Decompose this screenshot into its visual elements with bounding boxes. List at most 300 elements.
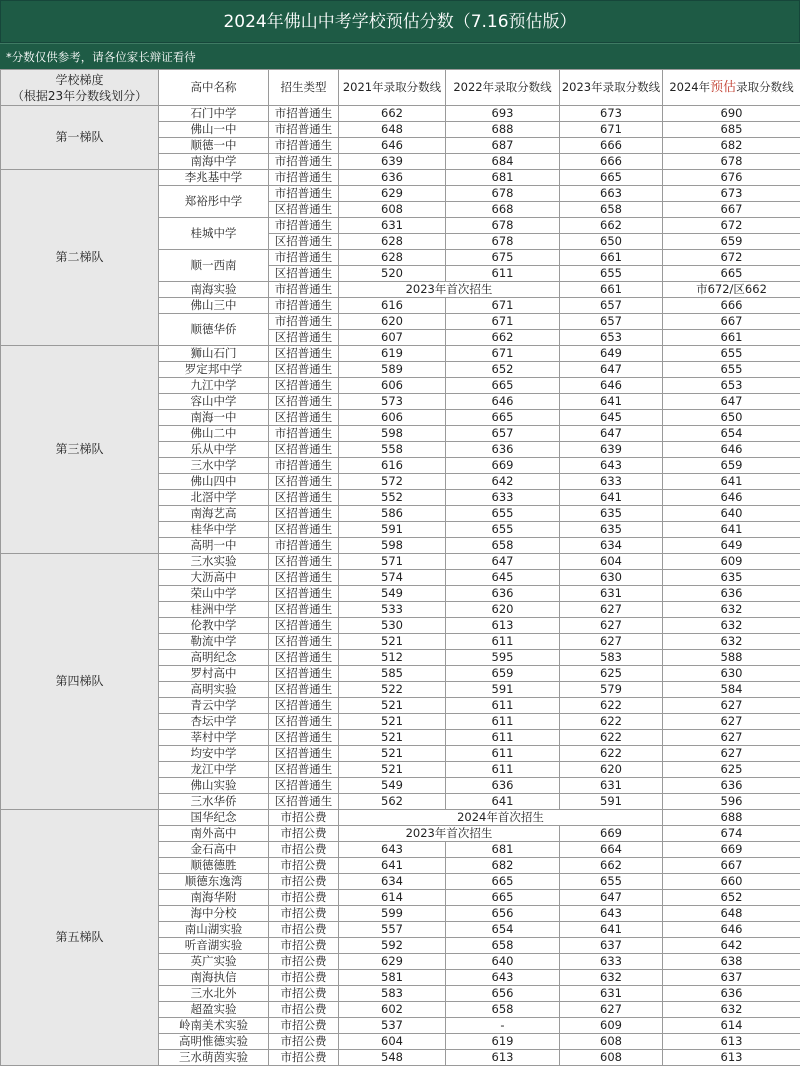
- score-2022-cell: 611: [446, 634, 560, 650]
- score-2022-cell: 665: [446, 410, 560, 426]
- score-2021-cell: 581: [339, 970, 446, 986]
- tier-cell: 第二梯队: [1, 170, 159, 346]
- score-2022-cell: 620: [446, 602, 560, 618]
- score-2024-cell: 667: [663, 314, 800, 330]
- type-cell: 市招普通生: [269, 250, 339, 266]
- school-name-cell: 三水北外: [159, 986, 269, 1002]
- type-cell: 市招公费: [269, 922, 339, 938]
- header-school: 高中名称: [159, 70, 269, 106]
- tier-cell: 第一梯队: [1, 106, 159, 170]
- school-name-cell: 顺德一中: [159, 138, 269, 154]
- score-2023-cell: 632: [560, 970, 663, 986]
- school-name-cell: 佛山一中: [159, 122, 269, 138]
- school-name-cell: 高明一中: [159, 538, 269, 554]
- type-cell: 市招公费: [269, 986, 339, 1002]
- score-2022-cell: 669: [446, 458, 560, 474]
- score-2021-cell: 614: [339, 890, 446, 906]
- school-name-cell: 顺德华侨: [159, 314, 269, 346]
- score-2024-cell: 632: [663, 1002, 800, 1018]
- school-name-cell: 三水中学: [159, 458, 269, 474]
- score-2023-cell: 661: [560, 282, 663, 298]
- school-name-cell: 均安中学: [159, 746, 269, 762]
- score-2021-cell: 512: [339, 650, 446, 666]
- score-2021-cell: 562: [339, 794, 446, 810]
- score-2023-cell: 665: [560, 170, 663, 186]
- score-2023-cell: 634: [560, 538, 663, 554]
- score-2022-cell: 671: [446, 298, 560, 314]
- score-2024-cell: 市672/区662: [663, 282, 800, 298]
- score-2021-cell: 589: [339, 362, 446, 378]
- header-tier-line1: 学校梯度: [55, 72, 104, 87]
- score-2023-cell: 579: [560, 682, 663, 698]
- tier-cell: 第五梯队: [1, 810, 159, 1066]
- score-2022-cell: 643: [446, 970, 560, 986]
- page-title: 2024年佛山中考学校预估分数（7.16预估版）: [0, 0, 800, 43]
- type-cell: 区招普通生: [269, 266, 339, 282]
- score-2024-cell: 672: [663, 250, 800, 266]
- type-cell: 区招普通生: [269, 762, 339, 778]
- header-2024: [663, 70, 800, 106]
- score-2023-cell: 650: [560, 234, 663, 250]
- score-2023-cell: 662: [560, 218, 663, 234]
- score-2024-cell: 659: [663, 458, 800, 474]
- type-cell: 市招公费: [269, 826, 339, 842]
- score-2021-cell: 521: [339, 634, 446, 650]
- score-2024-cell: 674: [663, 826, 800, 842]
- score-2023-cell: 641: [560, 922, 663, 938]
- score-2023-cell: 631: [560, 986, 663, 1002]
- score-2021-cell: 521: [339, 746, 446, 762]
- type-cell: 区招普通生: [269, 618, 339, 634]
- school-name-cell: 海中分校: [159, 906, 269, 922]
- score-2023-cell: 641: [560, 490, 663, 506]
- type-cell: 区招普通生: [269, 378, 339, 394]
- score-2023-cell: 591: [560, 794, 663, 810]
- table-row: [1, 106, 800, 122]
- score-2023-cell: 645: [560, 410, 663, 426]
- score-2023-cell: 630: [560, 570, 663, 586]
- score-2024-cell: 646: [663, 490, 800, 506]
- score-2023-cell: 666: [560, 138, 663, 154]
- school-name-cell: 青云中学: [159, 698, 269, 714]
- score-2024-cell: 625: [663, 762, 800, 778]
- score-2024-cell: 654: [663, 426, 800, 442]
- school-name-cell: 南海华附: [159, 890, 269, 906]
- score-2023-cell: 643: [560, 458, 663, 474]
- score-2024-cell: 630: [663, 666, 800, 682]
- score-2024-cell: 676: [663, 170, 800, 186]
- school-name-cell: 高明惟德实验: [159, 1034, 269, 1050]
- type-cell: 市招普通生: [269, 170, 339, 186]
- type-cell: 区招普通生: [269, 730, 339, 746]
- score-2024-cell: 638: [663, 954, 800, 970]
- header-2021: 2021年录取分数线: [339, 70, 446, 106]
- score-2023-cell: 664: [560, 842, 663, 858]
- score-2022-cell: 658: [446, 1002, 560, 1018]
- school-name-cell: 三水实验: [159, 554, 269, 570]
- score-2024-cell: 665: [663, 266, 800, 282]
- type-cell: 区招普通生: [269, 442, 339, 458]
- type-cell: 区招普通生: [269, 778, 339, 794]
- school-name-cell: 荣山中学: [159, 586, 269, 602]
- score-2022-cell: 656: [446, 906, 560, 922]
- score-2023-cell: 633: [560, 954, 663, 970]
- type-cell: 区招普通生: [269, 698, 339, 714]
- score-2024-cell: 642: [663, 938, 800, 954]
- score-2021-cell: 629: [339, 186, 446, 202]
- type-cell: 区招普通生: [269, 202, 339, 218]
- score-2024-cell: 584: [663, 682, 800, 698]
- score-2021-cell: 558: [339, 442, 446, 458]
- type-cell: 区招普通生: [269, 666, 339, 682]
- score-2023-cell: 671: [560, 122, 663, 138]
- school-name-cell: 北滘中学: [159, 490, 269, 506]
- score-2024-cell: 688: [663, 810, 800, 826]
- score-2024-cell: 661: [663, 330, 800, 346]
- score-2022-cell: 657: [446, 426, 560, 442]
- header-tier: [1, 70, 159, 106]
- score-2021-cell: 592: [339, 938, 446, 954]
- school-name-cell: 三水华侨: [159, 794, 269, 810]
- header-2023: 2023年录取分数线: [560, 70, 663, 106]
- score-2021-cell: 662: [339, 106, 446, 122]
- header-type: 招生类型: [269, 70, 339, 106]
- score-2024-cell: 685: [663, 122, 800, 138]
- header-2024-prefix: 2024年: [669, 80, 711, 94]
- type-cell: 区招普通生: [269, 474, 339, 490]
- type-cell: 市招普通生: [269, 106, 339, 122]
- score-2022-cell: 595: [446, 650, 560, 666]
- score-2021-cell: 574: [339, 570, 446, 586]
- tier-cell: 第四梯队: [1, 554, 159, 810]
- score-2021-cell: 530: [339, 618, 446, 634]
- score-2024-cell: 641: [663, 474, 800, 490]
- type-cell: 市招普通生: [269, 122, 339, 138]
- score-2024-cell: 635: [663, 570, 800, 586]
- score-2022-cell: 687: [446, 138, 560, 154]
- table-body: [1, 106, 800, 1066]
- score-2021-cell: 608: [339, 202, 446, 218]
- score-2021-cell: 521: [339, 730, 446, 746]
- score-2022-cell: 654: [446, 922, 560, 938]
- score-2021-cell: 639: [339, 154, 446, 170]
- score-2021-cell: 616: [339, 298, 446, 314]
- score-2021-cell: 648: [339, 122, 446, 138]
- type-cell: 区招普通生: [269, 570, 339, 586]
- school-name-cell: 岭南美术实验: [159, 1018, 269, 1034]
- score-2021-cell: 641: [339, 858, 446, 874]
- school-name-cell: 罗定邦中学: [159, 362, 269, 378]
- type-cell: 市招公费: [269, 842, 339, 858]
- score-2022-cell: 636: [446, 586, 560, 602]
- table-row: [1, 554, 800, 570]
- score-2022-cell: 658: [446, 538, 560, 554]
- score-2024-cell: 682: [663, 138, 800, 154]
- school-name-cell: 听音湖实验: [159, 938, 269, 954]
- type-cell: 区招普通生: [269, 362, 339, 378]
- score-2024-cell: 640: [663, 506, 800, 522]
- score-2022-cell: 611: [446, 266, 560, 282]
- type-cell: 市招普通生: [269, 538, 339, 554]
- score-2022-cell: 659: [446, 666, 560, 682]
- score-2024-cell: 666: [663, 298, 800, 314]
- school-name-cell: 顺德东逸湾: [159, 874, 269, 890]
- score-2024-cell: 627: [663, 730, 800, 746]
- score-2024-cell: 648: [663, 906, 800, 922]
- score-2021-cell: 598: [339, 426, 446, 442]
- score-2021-cell: 628: [339, 234, 446, 250]
- score-2022-cell: 665: [446, 378, 560, 394]
- type-cell: 区招普通生: [269, 330, 339, 346]
- type-cell: 市招普通生: [269, 314, 339, 330]
- score-2023-cell: 673: [560, 106, 663, 122]
- score-2021-cell: 583: [339, 986, 446, 1002]
- type-cell: 市招公费: [269, 874, 339, 890]
- school-name-cell: 南海实验: [159, 282, 269, 298]
- score-2022-cell: 613: [446, 1050, 560, 1066]
- school-name-cell: 南海执信: [159, 970, 269, 986]
- school-name-cell: 南外高中: [159, 826, 269, 842]
- score-2022-cell: 645: [446, 570, 560, 586]
- score-2024-cell: 650: [663, 410, 800, 426]
- school-name-cell: 狮山石门: [159, 346, 269, 362]
- score-2021-cell: 571: [339, 554, 446, 570]
- score-2023-cell: 657: [560, 314, 663, 330]
- school-name-cell: 莘村中学: [159, 730, 269, 746]
- type-cell: 市招普通生: [269, 282, 339, 298]
- score-2024-cell: 659: [663, 234, 800, 250]
- score-2021-cell: 634: [339, 874, 446, 890]
- score-2024-cell: 596: [663, 794, 800, 810]
- score-2022-cell: 611: [446, 762, 560, 778]
- type-cell: 区招普通生: [269, 746, 339, 762]
- score-2021-cell: 537: [339, 1018, 446, 1034]
- score-2023-cell: 647: [560, 426, 663, 442]
- score-2024-cell: 667: [663, 858, 800, 874]
- school-name-cell: 石门中学: [159, 106, 269, 122]
- score-2021-cell: 599: [339, 906, 446, 922]
- score-2022-cell: 591: [446, 682, 560, 698]
- score-2024-cell: 641: [663, 522, 800, 538]
- score-2023-cell: 637: [560, 938, 663, 954]
- score-2022-cell: 688: [446, 122, 560, 138]
- type-cell: 市招普通生: [269, 458, 339, 474]
- score-2022-cell: 611: [446, 698, 560, 714]
- score-2022-cell: 671: [446, 346, 560, 362]
- score-2021-cell: 586: [339, 506, 446, 522]
- score-2021-cell: 552: [339, 490, 446, 506]
- table-row: [1, 810, 800, 826]
- school-name-cell: 南山湖实验: [159, 922, 269, 938]
- type-cell: 市招公费: [269, 1050, 339, 1066]
- type-cell: 市招公费: [269, 1018, 339, 1034]
- school-name-cell: 郑裕彤中学: [159, 186, 269, 218]
- type-cell: 市招普通生: [269, 154, 339, 170]
- score-2024-cell: 627: [663, 746, 800, 762]
- score-2024-cell: 609: [663, 554, 800, 570]
- score-2023-cell: 641: [560, 394, 663, 410]
- score-2024-cell: 646: [663, 922, 800, 938]
- score-2024-cell: 636: [663, 778, 800, 794]
- score-2023-cell: 622: [560, 714, 663, 730]
- score-2022-cell: 675: [446, 250, 560, 266]
- type-cell: 区招普通生: [269, 586, 339, 602]
- score-2023-cell: 647: [560, 890, 663, 906]
- school-name-cell: 乐从中学: [159, 442, 269, 458]
- school-name-cell: 罗村高中: [159, 666, 269, 682]
- school-name-cell: 佛山三中: [159, 298, 269, 314]
- school-name-cell: 顺德德胜: [159, 858, 269, 874]
- type-cell: 市招公费: [269, 858, 339, 874]
- score-2022-cell: 681: [446, 170, 560, 186]
- type-cell: 市招公费: [269, 954, 339, 970]
- type-cell: 市招公费: [269, 890, 339, 906]
- school-name-cell: 金石高中: [159, 842, 269, 858]
- score-2022-cell: 668: [446, 202, 560, 218]
- school-name-cell: 容山中学: [159, 394, 269, 410]
- score-2022-cell: 611: [446, 746, 560, 762]
- score-2021-cell: 606: [339, 410, 446, 426]
- type-cell: 区招普通生: [269, 634, 339, 650]
- score-2023-cell: 631: [560, 586, 663, 602]
- type-cell: 区招普通生: [269, 650, 339, 666]
- score-2021-cell: 606: [339, 378, 446, 394]
- score-2023-cell: 647: [560, 362, 663, 378]
- score-2021-cell: 602: [339, 1002, 446, 1018]
- score-2021-cell: 521: [339, 714, 446, 730]
- score-2021-cell: 646: [339, 138, 446, 154]
- type-cell: 市招公费: [269, 906, 339, 922]
- school-name-cell: 桂城中学: [159, 218, 269, 250]
- type-cell: 市招普通生: [269, 218, 339, 234]
- header-tier-line2: （根据23年分数线划分）: [11, 88, 148, 103]
- score-2022-cell: 671: [446, 314, 560, 330]
- score-2021-cell: 521: [339, 698, 446, 714]
- score-2022-cell: 678: [446, 218, 560, 234]
- score-2021-cell: 572: [339, 474, 446, 490]
- score-2024-cell: 678: [663, 154, 800, 170]
- type-cell: 市招普通生: [269, 426, 339, 442]
- score-2022-cell: 655: [446, 506, 560, 522]
- score-2024-cell: 655: [663, 346, 800, 362]
- score-2022-cell: 678: [446, 234, 560, 250]
- type-cell: 区招普通生: [269, 410, 339, 426]
- score-table: [0, 69, 800, 1066]
- score-2023-cell: 662: [560, 858, 663, 874]
- score-2022-cell: 619: [446, 1034, 560, 1050]
- school-name-cell: 高明纪念: [159, 650, 269, 666]
- score-2021-cell: 616: [339, 458, 446, 474]
- score-2023-cell: 608: [560, 1034, 663, 1050]
- type-cell: 区招普通生: [269, 506, 339, 522]
- score-2024-cell: 690: [663, 106, 800, 122]
- score-2023-cell: 635: [560, 506, 663, 522]
- score-2022-cell: 662: [446, 330, 560, 346]
- school-name-cell: 勒流中学: [159, 634, 269, 650]
- type-cell: 区招普通生: [269, 714, 339, 730]
- score-2022-cell: 611: [446, 730, 560, 746]
- type-cell: 市招普通生: [269, 138, 339, 154]
- type-cell: 市招普通生: [269, 186, 339, 202]
- school-name-cell: 南海一中: [159, 410, 269, 426]
- score-2022-cell: -: [446, 1018, 560, 1034]
- score-2024-cell: 636: [663, 586, 800, 602]
- score-2023-cell: 666: [560, 154, 663, 170]
- type-cell: 区招普通生: [269, 682, 339, 698]
- score-2024-cell: 649: [663, 538, 800, 554]
- school-name-cell: 高明实验: [159, 682, 269, 698]
- score-2021-cell: 631: [339, 218, 446, 234]
- score-2021-cell: 521: [339, 762, 446, 778]
- score-2024-cell: 614: [663, 1018, 800, 1034]
- score-2024-cell: 613: [663, 1034, 800, 1050]
- score-2021-cell: 533: [339, 602, 446, 618]
- score-2023-cell: 583: [560, 650, 663, 666]
- score-2022-cell: 611: [446, 714, 560, 730]
- score-2023-cell: 604: [560, 554, 663, 570]
- school-name-cell: 佛山四中: [159, 474, 269, 490]
- score-2023-cell: 627: [560, 1002, 663, 1018]
- score-2022-cell: 652: [446, 362, 560, 378]
- score-2023-cell: 643: [560, 906, 663, 922]
- score-2021-cell: 549: [339, 586, 446, 602]
- school-name-cell: 超盈实验: [159, 1002, 269, 1018]
- score-2023-cell: 635: [560, 522, 663, 538]
- score-2023-cell: 663: [560, 186, 663, 202]
- score-2022-cell: 658: [446, 938, 560, 954]
- score-2023-cell: 608: [560, 1050, 663, 1066]
- school-name-cell: 南海艺高: [159, 506, 269, 522]
- score-2024-cell: 613: [663, 1050, 800, 1066]
- score-2024-cell: 673: [663, 186, 800, 202]
- type-cell: 区招普通生: [269, 794, 339, 810]
- first-enrollment-note: 2023年首次招生: [339, 826, 560, 842]
- type-cell: 区招普通生: [269, 394, 339, 410]
- score-2023-cell: 627: [560, 618, 663, 634]
- score-2023-cell: 657: [560, 298, 663, 314]
- table-row: [1, 170, 800, 186]
- score-2023-cell: 653: [560, 330, 663, 346]
- score-2021-cell: 598: [339, 538, 446, 554]
- header-2024-highlight: 预估: [710, 80, 737, 95]
- score-2022-cell: 684: [446, 154, 560, 170]
- score-2024-cell: 636: [663, 986, 800, 1002]
- score-2022-cell: 640: [446, 954, 560, 970]
- school-name-cell: 南海中学: [159, 154, 269, 170]
- score-2021-cell: 585: [339, 666, 446, 682]
- table-row: [1, 346, 800, 362]
- score-2023-cell: 655: [560, 266, 663, 282]
- score-2022-cell: 682: [446, 858, 560, 874]
- score-2023-cell: 627: [560, 602, 663, 618]
- score-2024-cell: 627: [663, 714, 800, 730]
- score-2021-cell: 573: [339, 394, 446, 410]
- type-cell: 区招普通生: [269, 346, 339, 362]
- score-2022-cell: 613: [446, 618, 560, 634]
- type-cell: 区招普通生: [269, 554, 339, 570]
- school-name-cell: 佛山实验: [159, 778, 269, 794]
- score-2024-cell: 632: [663, 634, 800, 650]
- score-2024-cell: 660: [663, 874, 800, 890]
- score-2022-cell: 647: [446, 554, 560, 570]
- school-name-cell: 杏坛中学: [159, 714, 269, 730]
- first-enrollment-note: 2023年首次招生: [339, 282, 560, 298]
- score-2024-cell: 655: [663, 362, 800, 378]
- score-2021-cell: 628: [339, 250, 446, 266]
- score-2023-cell: 655: [560, 874, 663, 890]
- first-enrollment-note: 2024年首次招生: [339, 810, 663, 826]
- score-2022-cell: 633: [446, 490, 560, 506]
